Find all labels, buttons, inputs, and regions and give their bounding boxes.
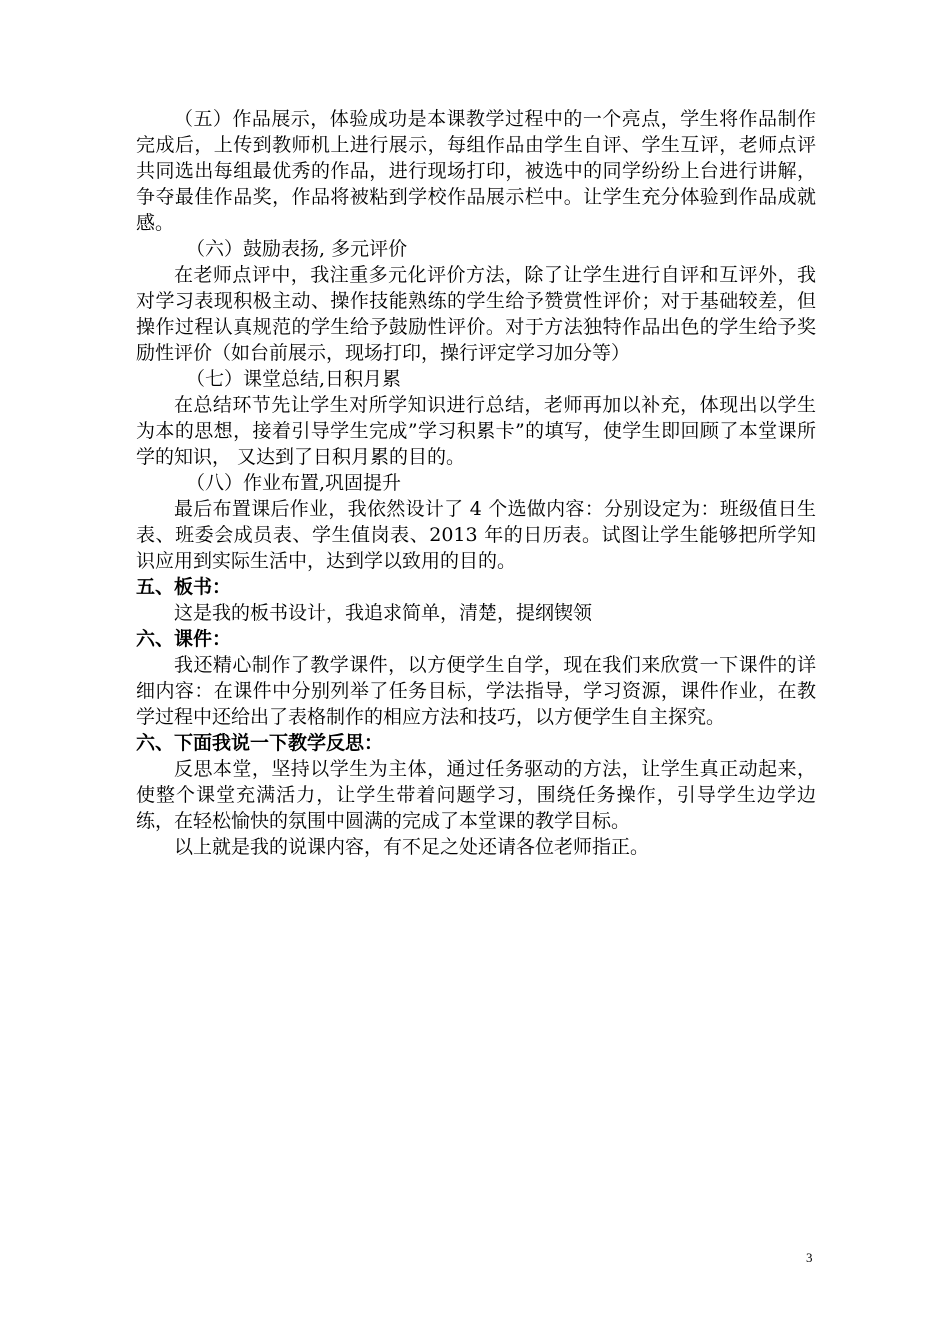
heading-blackboard: 五、板书： bbox=[136, 576, 232, 598]
paragraph-evaluation: 在老师点评中，我注重多元化评价方法，除了让学生进行自评和互评外，我对学习表现积极主动、操作技能熟练的学生给予赞赏性评价；对于基础较差，但操作过程认真规范的学生给予鼓励性评价。对于方法独特作品出色的学生给予奖励性评价（如台前展示，现场打印，操行评定学习加分等） bbox=[136, 264, 816, 364]
heading-reflection: 六、下面我说一下教学反思： bbox=[136, 732, 384, 754]
subheading-encouragement: （六）鼓励表扬, 多元评价 bbox=[186, 238, 408, 260]
document-body bbox=[136, 106, 816, 860]
heading-courseware: 六、课件： bbox=[136, 628, 232, 650]
paragraph-courseware: 我还精心制作了教学课件，以方便学生自学，现在我们来欣赏一下课件的详细内容：在课件中分别列举了任务目标，学法指导，学习资源，课件作业，在教学过程中还给出了表格制作的相应方法和技巧，以方便学生自主探究。 bbox=[136, 654, 816, 728]
paragraph-works-display: （五）作品展示，体验成功是本课教学过程中的一个亮点，学生将作品制作完成后，上传到教师机上进行展示，每组作品由学生自评、学生互评，老师点评共同选出每组最优秀的作品，进行现场打印，被选中的同学纷纷上台进行讲解，争夺最佳作品奖，作品将被粘到学校作品展示栏中。让学生充分体验到作品成就感。 bbox=[136, 108, 816, 234]
paragraph-reflection: 反思本堂，坚持以学生为主体，通过任务驱动的方法，让学生真正动起来，使整个课堂充满活力，让学生带着问题学习，围绕任务操作，引导学生边学边练，在轻松愉快的氛围中圆满的完成了本堂课的教学目标。 bbox=[136, 758, 816, 832]
subheading-summary: （七）课堂总结,日积月累 bbox=[186, 368, 402, 390]
page-number: 3 bbox=[806, 1250, 813, 1265]
paragraph-blackboard: 这是我的板书设计，我追求简单，清楚，提纲锲领 bbox=[174, 602, 593, 624]
subheading-homework: （八）作业布置,巩固提升 bbox=[186, 472, 402, 494]
paragraph-summary: 在总结环节先让学生对所学知识进行总结，老师再加以补充，体现出以学生为本的思想，接着引导学生完成”学习积累卡”的填写，使学生即回顾了本堂课所学的知识， 又达到了日积月累的目的。 bbox=[136, 394, 816, 468]
paragraph-closing: 以上就是我的说课内容，有不足之处还请各位老师指正。 bbox=[174, 836, 650, 858]
paragraph-homework: 最后布置课后作业，我依然设计了 4 个选做内容：分别设定为：班级值日生表、班委会成员表、学生值岗表、2013 年的日历表。试图让学生能够把所学知识应用到实际生活中，达到学以致用的目的。 bbox=[136, 498, 816, 572]
